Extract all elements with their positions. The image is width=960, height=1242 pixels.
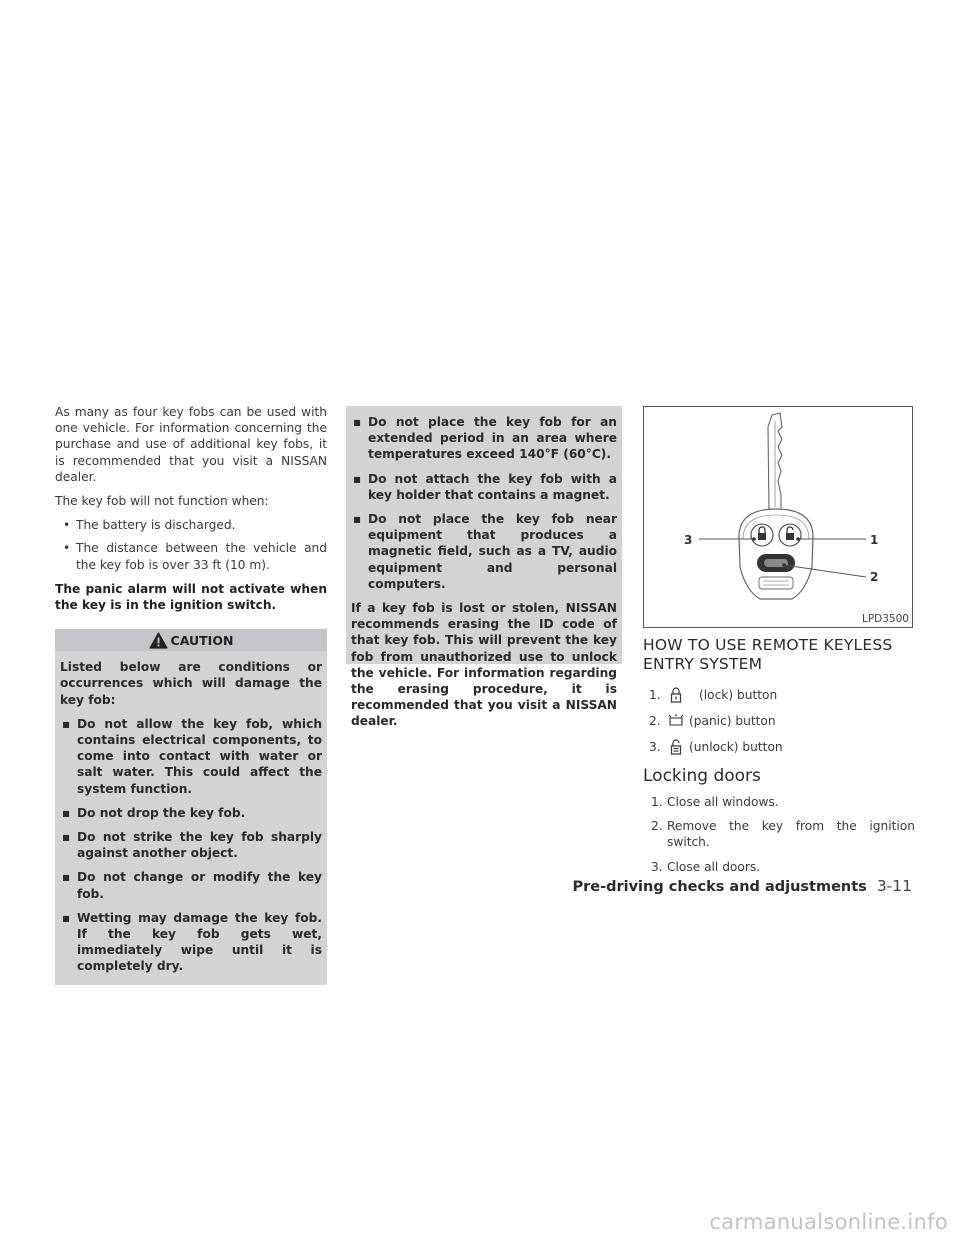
list-item: ▪ Do not attach the key fob with a key holder that contains a magnet. [353,471,617,502]
list-item: ▪ Wetting may damage the key fob. If the key fob gets wet, immediately wipe until it is completely dry. [62,910,322,974]
list-item: 3. (unlock) button [649,740,783,754]
caution-box [55,629,327,984]
lost-fob-paragraph: If a key fob is lost or stolen, NISSAN recommends erasing the ID code of that key fob. This will prevent the key fob from unauthorized use to unlock the vehicle. For information regarding the erasing procedure, it is recommended that you visit a NISSAN dealer. [351,601,617,729]
not-function-lead: The key fob will not function when: [55,494,269,509]
locking-steps [643,794,915,875]
caution-title: CAUTION [170,632,234,648]
not-function-list [55,517,327,573]
column-2 [346,406,622,729]
lock-icon [663,687,689,703]
key-fob-figure [643,406,913,628]
list-item: ▪ Do not drop the key fob. [62,805,246,820]
list-item: 2. Remove the key from the ignition switch. [651,819,915,850]
caution-intro: Listed below are conditions or occurrences which will damage the key fob: [60,660,322,707]
caution-list-continued [351,414,617,592]
unlock-icon [663,739,689,755]
caution-box-continued [346,406,622,729]
list-item: 1. Close all windows. [651,795,779,809]
panic-icon [663,714,689,728]
list-item: ▪ Do not allow the key fob, which contains electrical components, to come into contact with water or salt water. This could affect the system function. [62,716,322,796]
page-number: 3-11 [876,877,912,895]
watermark: carmanualsonline.info [709,1210,948,1234]
list-item: ▪ Do not change or modify the key fob. [62,870,322,901]
intro-paragraph: As many as four key fobs can be used with one vehicle. For information concerning the purchase and use of additional key fobs, it is recommended that you visit a NISSAN dealer. [55,405,327,484]
column-3 [643,406,915,883]
list-item: 1. (lock) button [649,688,778,702]
callout-3: 3 [684,533,693,547]
section-title: HOW TO USE REMOTE KEYLESS ENTRY SYSTEM [643,636,893,673]
warning-icon [149,632,168,649]
list-item: ▪ Do not place the key fob near equipment that produces a magnetic field, such as a TV, audio equipment and personal computers. [353,512,617,591]
callout-2: 2 [870,570,879,584]
page-footer [572,877,912,895]
key-fob-illustration [644,407,912,627]
figure-label: LPD3500 [862,613,909,625]
list-item: 3. Close all doors. [651,859,761,874]
list-item: 2. (panic) button [649,714,776,728]
callout-1: 1 [870,533,879,547]
caution-list [60,716,322,975]
chapter-title: Pre-driving checks and adjustments [572,879,867,895]
list-item: ▪ Do not place the key fob for an extended period in an area where temperatures exceed 140°F (60°C). [353,415,617,462]
column-1 [55,404,327,985]
caution-header [55,629,327,651]
locking-doors-heading: Locking doors [643,766,761,786]
list-item: ▪ Do not strike the key fob sharply against another object. [62,830,322,861]
list-item: • The battery is discharged. [63,518,236,533]
button-list [643,682,915,760]
list-item: • The distance between the vehicle and the key fob is over 33 ft (10 m). [63,541,327,572]
panic-note: The panic alarm will not activate when the key is in the ignition switch. [55,581,327,613]
